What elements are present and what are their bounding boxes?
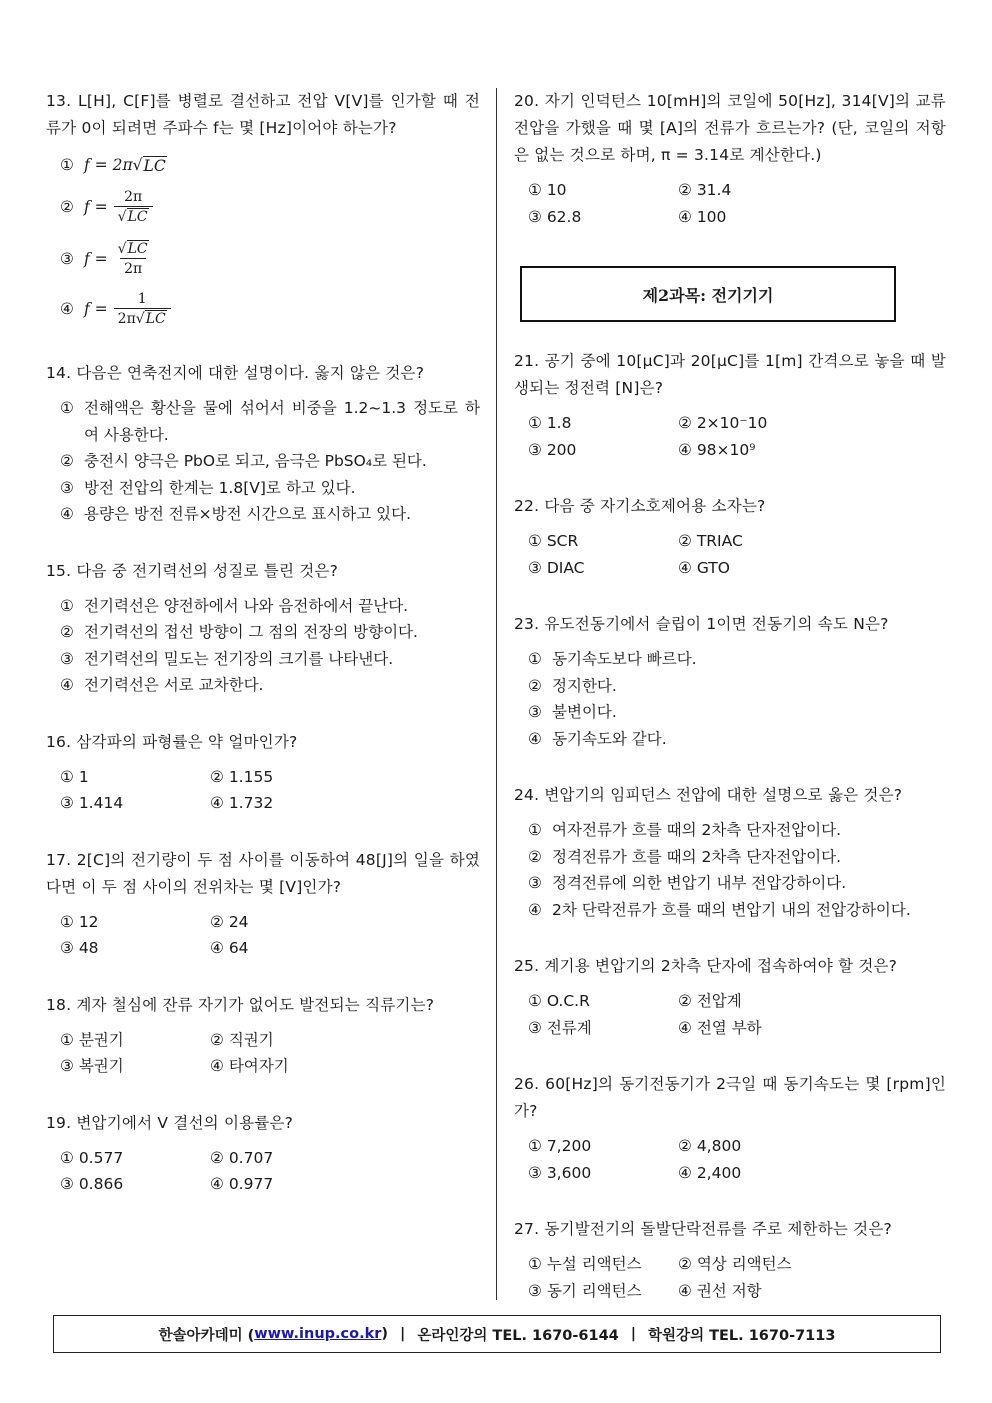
question-13 (46, 88, 480, 334)
question-stem: 15. 다음 중 전기력선의 성질로 틀린 것은? (46, 561, 339, 580)
question-26 (514, 1071, 946, 1186)
option-1[interactable]: ① 7,200 (528, 1137, 592, 1155)
option-4[interactable]: ④ f = $\frac{1}{2\pi√LC}$ (46, 284, 480, 334)
footer: 한솔아카데미 ( www.inup.co.kr ) | 온라인강의 TEL. 1670-6144 | 학원강의 TEL. 1670-7113 (53, 1315, 941, 1353)
question-stem: 25. 계기용 변압기의 2차측 단자에 접속하여야 할 것은? (514, 957, 898, 975)
question-stem: 14. 다음은 연축전지에 대한 설명이다. 옳지 않은 것은? (46, 364, 425, 382)
option-2[interactable]: ② 충전시 양극은 PbO로 되고, 음극은 PbSO₄로 된다. (60, 452, 427, 470)
question-stem: 18. 계자 철심에 잔류 자기가 없어도 발전되는 직류기는? (46, 995, 435, 1014)
option-3[interactable]: ③ 불변이다. (528, 703, 617, 721)
question-stem: 16. 삼각파의 파형률은 약 얼마인가? (46, 732, 298, 751)
option-3[interactable]: ③ 전류계 (528, 1018, 592, 1037)
option-1[interactable]: ① 0.577 (60, 1148, 124, 1167)
question-stem: 19. 변압기에서 V 결선의 이용률은? (46, 1113, 294, 1132)
option-2[interactable]: ② 정격전류가 흐를 때의 2차측 단자전압이다. (528, 847, 842, 866)
option-3[interactable]: ③ 동기 리액턴스 (528, 1281, 642, 1300)
option-1[interactable]: ① 누설 리액턴스 (528, 1255, 642, 1273)
question-stem: 20. 자기 인덕턴스 10[mH]의 코일에 50[Hz], 314[V]의 교류 전압을 가했을 때 몇 [A]의 전류가 흐르는가? (단, 코일의 저항은 없는 것으로 하며, π = 3.14로 계산한다.) (514, 92, 946, 164)
question-17 (46, 847, 480, 962)
option-2[interactable]: ② 24 (210, 912, 249, 931)
option-4[interactable]: ④ 동기속도와 같다. (528, 729, 667, 748)
question-stem: 27. 동기발전기의 돌발단락전류를 주로 제한하는 것은? (514, 1220, 892, 1238)
option-3[interactable]: ③ 방전 전압의 한계는 1.8[V]로 하고 있다. (60, 478, 356, 497)
option-4[interactable]: ④ GTO (678, 558, 730, 577)
option-2[interactable]: ② 전기력선의 접선 방향이 그 점의 전장의 방향이다. (60, 623, 418, 641)
separator: | (400, 1326, 406, 1342)
option-1[interactable]: ① 분권기 (60, 1030, 124, 1049)
question-stem: 13. L[H], C[F]를 병렬로 결선하고 전압 V[V]를 인가할 때 전류가 0이 되려면 주파수 f는 몇 [Hz]이어야 하는가? (46, 92, 480, 137)
option-3[interactable]: ③ DIAC (528, 558, 585, 577)
option-2[interactable]: ② 2×10⁻10 (678, 414, 768, 432)
option-4[interactable]: ④ 0.977 (210, 1175, 274, 1193)
option-2[interactable]: ② 정지한다. (528, 676, 617, 695)
column-divider (496, 88, 497, 1300)
right-column (514, 88, 946, 1304)
question-21 (514, 348, 946, 463)
option-2[interactable]: ② 1.155 (210, 767, 274, 786)
option-1[interactable]: ① 12 (60, 912, 99, 931)
option-3[interactable]: ③ 전기력선의 밀도는 전기장의 크기를 나타낸다. (60, 649, 394, 668)
option-3[interactable]: ③ 0.866 (60, 1175, 124, 1193)
online-phone: 온라인강의 TEL. 1670-6144 (417, 1327, 619, 1344)
option-4[interactable]: ④ 용량은 방전 전류×방전 시간으로 표시하고 있다. (60, 505, 412, 523)
separator: | (630, 1326, 637, 1342)
option-3[interactable]: ③ 48 (60, 939, 99, 957)
fraction: $\frac{2\pi}{√LC}$ (114, 188, 153, 227)
option-4[interactable]: ④ 2,400 (678, 1163, 742, 1182)
fraction: $\frac{√LC}{2\pi}$ (117, 240, 148, 277)
sqrt-icon: √ (117, 240, 127, 257)
section-title: 제2과목: 전기기기 (520, 266, 896, 322)
sqrt-icon: √ (132, 156, 143, 174)
option-4[interactable]: ④ 타여자기 (210, 1057, 289, 1075)
option-4[interactable]: ④ 100 (678, 207, 727, 226)
option-4[interactable]: ④ 전열 부하 (678, 1018, 762, 1037)
question-19 (46, 1110, 480, 1198)
question-18 (46, 992, 480, 1080)
academy-name: 한솔아카데미 ( (158, 1327, 255, 1344)
question-stem: 22. 다음 중 자기소호제어용 소자는? (514, 497, 766, 515)
option-3[interactable]: ③ 1.414 (60, 794, 124, 812)
question-20 (514, 88, 946, 230)
option-4[interactable]: ④ 64 (210, 939, 249, 957)
option-1[interactable]: ① SCR (528, 532, 579, 550)
question-stem: 24. 변압기의 임피던스 전압에 대한 설명으로 옳은 것은? (514, 786, 903, 804)
option-2[interactable]: ② 0.707 (210, 1148, 274, 1167)
option-4[interactable]: ④ 1.732 (210, 794, 274, 812)
question-stem: 21. 공기 중에 10[μC]과 20[μC]를 1[m] 간격으로 놓을 때 발생되는 정전력 [N]은? (514, 352, 946, 397)
option-2[interactable]: ② 4,800 (678, 1137, 742, 1155)
option-2[interactable]: ② 31.4 (678, 181, 732, 199)
option-2[interactable]: ② TRIAC (678, 532, 743, 550)
option-1[interactable]: ① 1.8 (528, 414, 572, 432)
sqrt-icon: √ (135, 310, 145, 327)
question-27 (514, 1216, 946, 1304)
option-3[interactable]: ③ 정격전류에 의한 변압기 내부 전압강하이다. (528, 874, 847, 892)
option-1[interactable]: ① 1 (60, 767, 89, 786)
question-16 (46, 729, 480, 817)
option-4[interactable]: ④ 2차 단락전류가 흐를 때의 변압기 내의 전압강하이다. (528, 900, 911, 919)
question-stem: 23. 유도전동기에서 슬립이 1이면 전동기의 속도 N은? (514, 615, 889, 633)
option-2[interactable]: ② 직권기 (210, 1030, 274, 1049)
option-4[interactable]: ④ 권선 저항 (678, 1281, 762, 1300)
option-4[interactable]: ④ 98×10⁹ (678, 440, 756, 459)
option-2[interactable]: ② f = $\frac{2\pi}{√LC}$ (46, 180, 480, 234)
option-3[interactable]: ③ 200 (528, 440, 577, 459)
question-22 (514, 493, 946, 581)
option-3[interactable]: ③ 62.8 (528, 207, 582, 226)
question-24 (514, 782, 946, 923)
option-1[interactable]: ① 여자전류가 흐를 때의 2차측 단자전압이다. (528, 821, 842, 839)
option-1[interactable]: ① O.C.R (528, 992, 590, 1010)
question-25 (514, 953, 946, 1041)
question-23 (514, 611, 946, 752)
option-1[interactable]: ① 전해액은 황산을 물에 섞어서 비중을 1.2~1.3 정도로 하여 사용한다. (60, 399, 480, 444)
option-3[interactable]: ③ 3,600 (528, 1163, 592, 1182)
option-1[interactable]: ① 전기력선은 양전하에서 나와 음전하에서 끝난다. (60, 596, 409, 615)
option-3[interactable]: ③ f = $\frac{√LC}{2\pi}$ (46, 234, 480, 284)
option-3[interactable]: ③ 복권기 (60, 1057, 124, 1075)
question-stem: 17. 2[C]의 전기량이 두 점 사이를 이동하여 48[J]의 일을 하였다면 이 두 점 사이의 전위차는 몇 [V]인가? (46, 850, 480, 896)
option-2[interactable]: ② 전압계 (678, 992, 742, 1010)
option-1[interactable]: ① f = 2π √ LC (60, 156, 166, 175)
question-stem: 26. 60[Hz]의 동기전동기가 2극일 때 동기속도는 몇 [rpm]인가? (514, 1075, 946, 1120)
option-1[interactable]: ① 10 (528, 181, 567, 199)
website-link[interactable]: www.inup.co.kr (254, 1326, 382, 1342)
option-1[interactable]: ① 동기속도보다 빠르다. (528, 650, 697, 668)
sqrt-icon: √ (117, 208, 127, 225)
option-4[interactable]: ④ 전기력선은 서로 교차한다. (60, 676, 264, 694)
offline-phone: 학원강의 TEL. 1670-7113 (648, 1327, 836, 1344)
question-15 (46, 558, 480, 699)
question-14 (46, 360, 480, 528)
left-column (46, 88, 480, 1228)
option-2[interactable]: ② 역상 리액턴스 (678, 1255, 792, 1273)
fraction: $\frac{1}{2\pi√LC}$ (114, 290, 171, 329)
